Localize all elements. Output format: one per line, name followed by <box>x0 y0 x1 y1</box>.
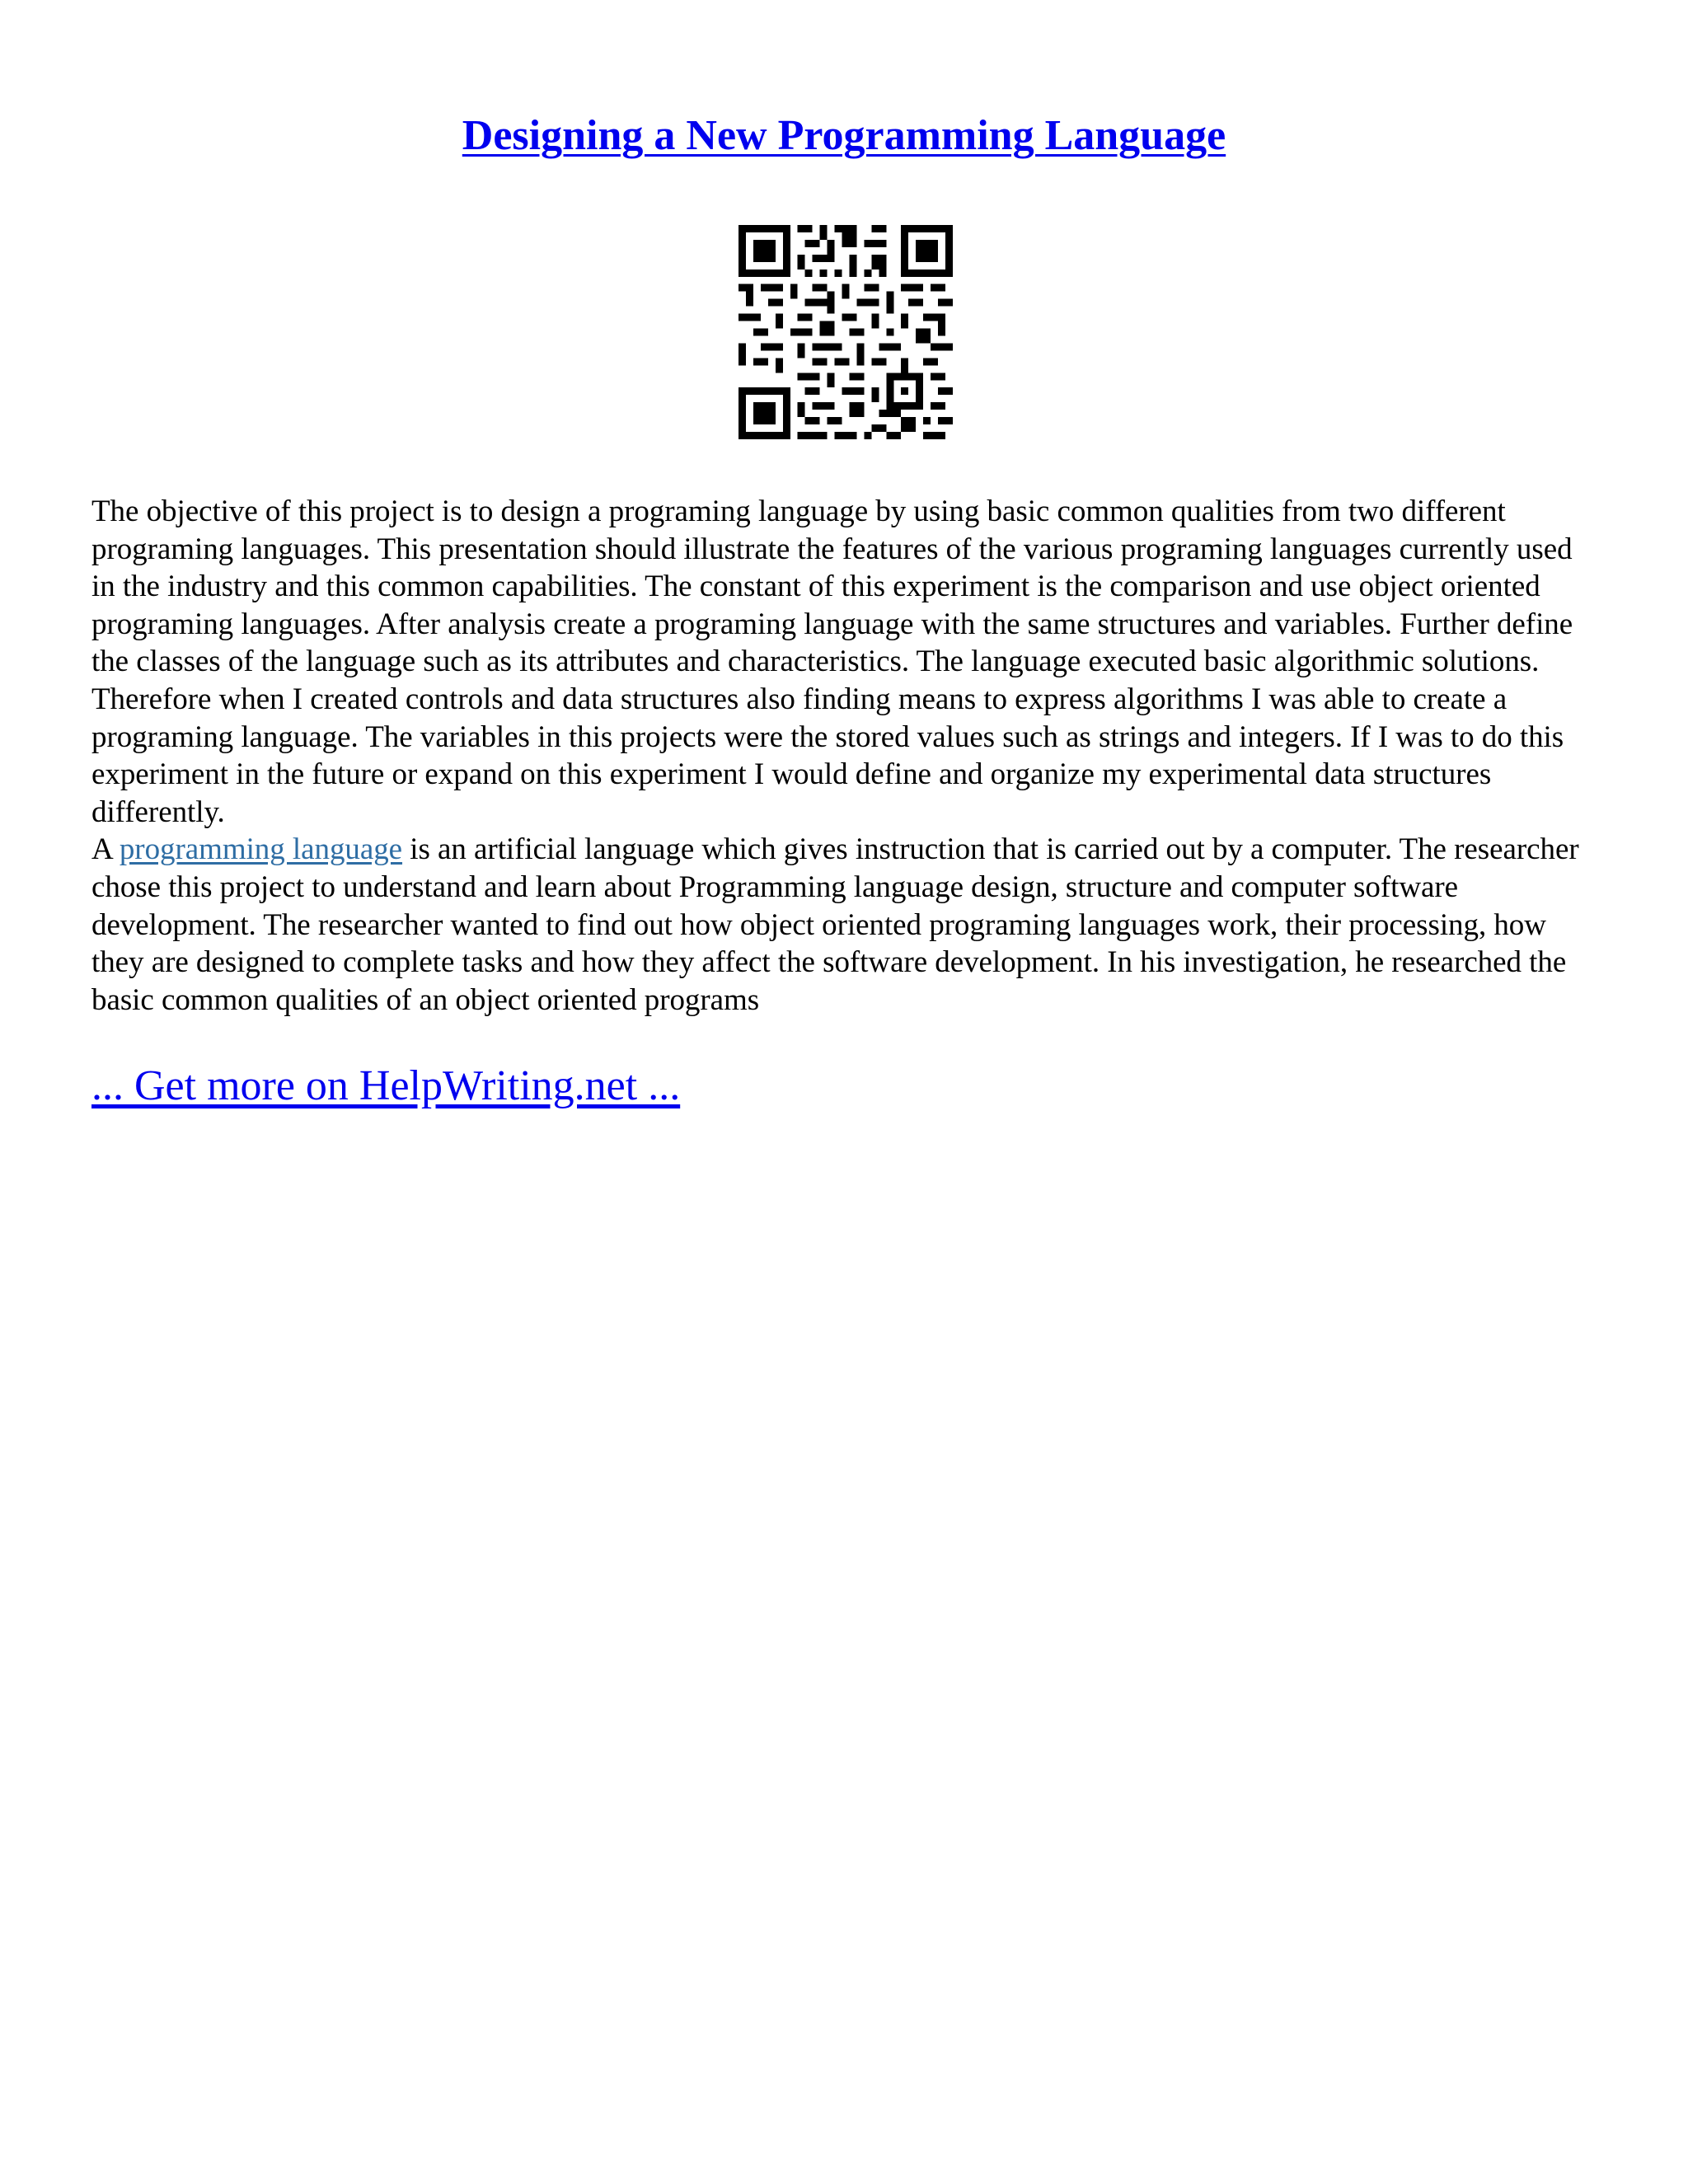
more-link-container <box>91 1059 680 1113</box>
programming-language-link[interactable]: programming language <box>119 832 403 867</box>
paragraph-objective: The objective of this project is to design a programing language by using basic common qualities from two different programing languages. This presentation should illustrate the features of the various programing languages currently used in the industry and this common capabilities. The constant of this experiment is the comparison and use object oriented programing languages. After analysis create a programing language with the same structures and variables. Further define the classes of the language such as its attributes and characteristics. The language executed basic algorithmic solutions. Therefore when I created controls and data structures also finding means to express algorithms I was able to create a programing language. The variables in this projects were the stored values such as strings and integers. If I was to do this experiment in the future or expand on this experiment I would define and organize my experimental data structures differently. <box>91 494 1573 829</box>
title-link[interactable]: Designing a New Programming Language <box>462 112 1226 159</box>
qr-code-icon <box>738 225 953 439</box>
paragraph-definition-suffix: is an artificial language which gives instruction that is carried out by a computer. The researcher chose this project to understand and learn about Programming language design, structure and computer software development. The researcher wanted to find out how object oriented programing languages work, their processing, how they are designed to complete tasks and how they affect the software development. In his investigation, he researched the basic common qualities of an object oriented programs <box>91 832 1579 1017</box>
paragraph-definition-prefix: A <box>91 832 120 867</box>
get-more-link[interactable]: ... Get more on HelpWriting.net ... <box>91 1062 681 1109</box>
paragraph-definition <box>91 831 1600 1019</box>
body-text <box>91 493 1600 1019</box>
page-title <box>0 105 1688 166</box>
